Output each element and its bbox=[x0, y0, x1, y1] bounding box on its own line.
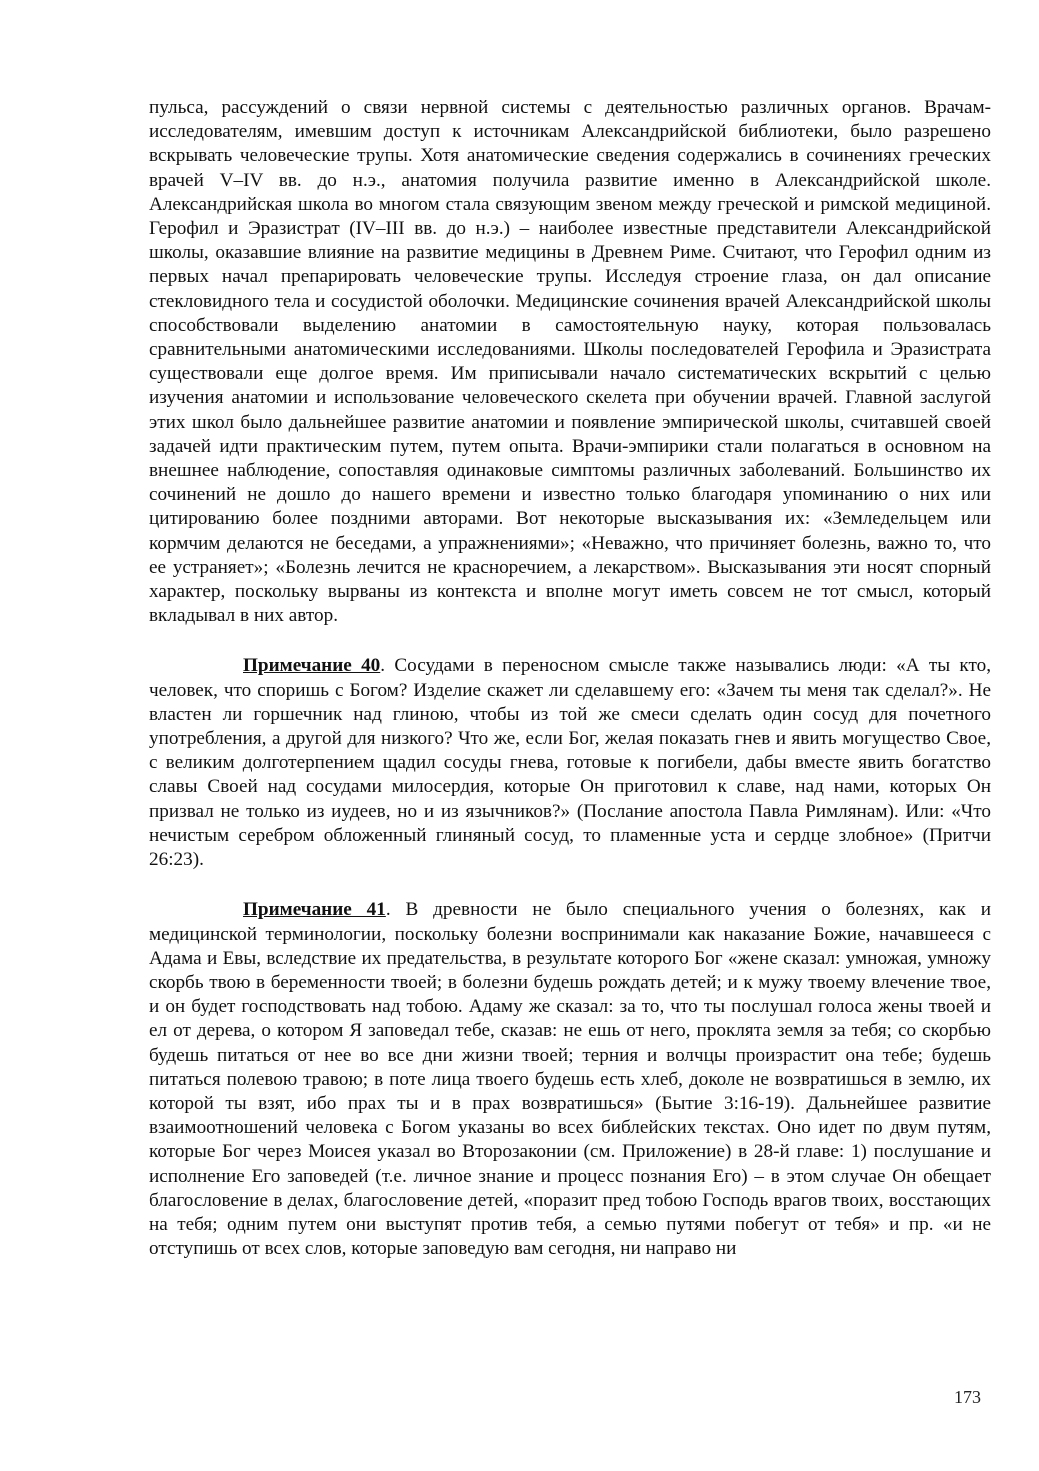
paragraph-spacer bbox=[149, 628, 991, 654]
note-40-paragraph bbox=[149, 654, 991, 872]
document-body bbox=[149, 96, 991, 1261]
note-41-label: Примечание 41 bbox=[243, 899, 386, 921]
note-41-text: . В древности не было специального учения о болезнях, как и медицинской терминологии, поскольку болезни воспринимали как наказание Божие, начавшееся с Адама и Евы, вследствие их предательства, в результате которого Бог «жене сказал: умножая, умножу скорбь твою в беременности твоей; в болезни будешь рождать детей; и к мужу твоему влечение твое, и он будет господствовать над тобою. Адаму же сказал: за то, что ты послушал голоса жены твоей и ел от дерева, о котором Я заповедал тебе, сказав: не ешь от него, проклята земля за тебя; со скорбью будешь питаться от нее во все дни жизни твоей; терния и волчцы произрастит она тебе; будешь питаться полевою травою; в поте лица твоего будешь есть хлеб, доколе не возвратишься в землю, их которой ты взят, ибо прах ты и в прах возвратишься» (Бытие 3:16-19). Дальнейшее развитие взаимоотношений человека с Богом указаны во всех библейских текстах. Оно идет по двум путям, которые Бог через Моисея указал во Второзаконии (см. Приложение) в 28-й главе: 1) послушание и исполнение Его заповедей (т.е. личное знание и процесс познания Его) – в этом случае Он обещает благословение в делах, благословение детей, «поразит пред тобою Господь врагов твоих, восстающих на тебя; одним путем они выступят против тебя, а семью путями побегут от тебя» и пр. «и не отступишь от всех слов, которые заповедую вам сегодня, ни направо ни bbox=[149, 899, 991, 1260]
paragraph-spacer bbox=[149, 872, 991, 898]
page-number: 173 bbox=[954, 1387, 981, 1407]
note-41-paragraph bbox=[149, 898, 991, 1261]
note-40-label: Примечание 40 bbox=[243, 655, 381, 677]
note-40-text: . Сосудами в переносном смысле также назывались люди: «А ты кто, человек, что споришь с Богом? Изделие скажет ли сделавшему его: «Зачем ты меня так сделал?». Не властен ли горшечник над глиною, чтобы из той же смеси сделать один сосуд для почетного употребления, а другой для низкого? Что же, если Бог, желая показать гнев и явить могущество Свое, с великим долготерпением щадил сосуды гнева, готовые к погибели, дабы вместе явить богатство славы Своей над сосудами милосердия, которые Он приготовил к славе, над нами, которых Он призвал не только из иудеев, но и из язычников?» (Послание апостола Павла Римлянам). Или: «Что нечистым серебром обложенный глиняный сосуд, то пламенные уста и сердце злобное» (Притчи 26:23). bbox=[149, 655, 991, 871]
body-paragraph: пульса, рассуждений о связи нервной системы с деятельностью различных органов. Врачам-исследователям, имевшим доступ к источникам Александрийской библиотеки, было разрешено вскрывать человеческие трупы. Хотя анатомические сведения содержались в сочинениях греческих врачей V–IV вв. до н.э., анатомия получила развитие именно в Александрийской школе. Александрийская школа во многом стала связующим звеном между греческой и римской медициной. Герофил и Эразистрат (IV–III вв. до н.э.) – наиболее известные представители Александрийской школы, оказавшие влияние на развитие медицины в Древнем Риме. Считают, что Герофил одним из первых начал препарировать человеческие трупы. Исследуя строение глаза, он дал описание стекловидного тела и сосудистой оболочки. Медицинские сочинения врачей Александрийской школы способствовали выделению анатомии в самостоятельную науку, которая пользовалась сравнительными анатомическими исследованиями. Школы последователей Герофила и Эразистрата существовали еще долгое время. Им приписывали начало систематических вскрытий с целью изучения анатомии и использование человеческого скелета при обучении врачей. Главной заслугой этих школ было дальнейшее развитие анатомии и появление эмпирической школы, считавшей своей задачей идти практическим путем, путем опыта. Врачи-эмпирики стали полагаться в основном на внешнее наблюдение, сопоставляя одинаковые симптомы различных заболеваний. Большинство их сочинений не дошло до нашего времени и известно только благодаря упоминанию о них или цитированию более поздними авторами. Вот некоторые высказывания их: «Земледельцем или кормчим делаются не беседами, а упражнениями»; «Неважно, что причиняет болезнь, важно то, что ее устраняет»; «Болезнь лечится не красноречием, а лекарством». Высказывания эти носят спорный характер, поскольку вырваны из контекста и вполне могут иметь совсем не тот смысл, который вкладывал в них автор. bbox=[149, 97, 991, 627]
